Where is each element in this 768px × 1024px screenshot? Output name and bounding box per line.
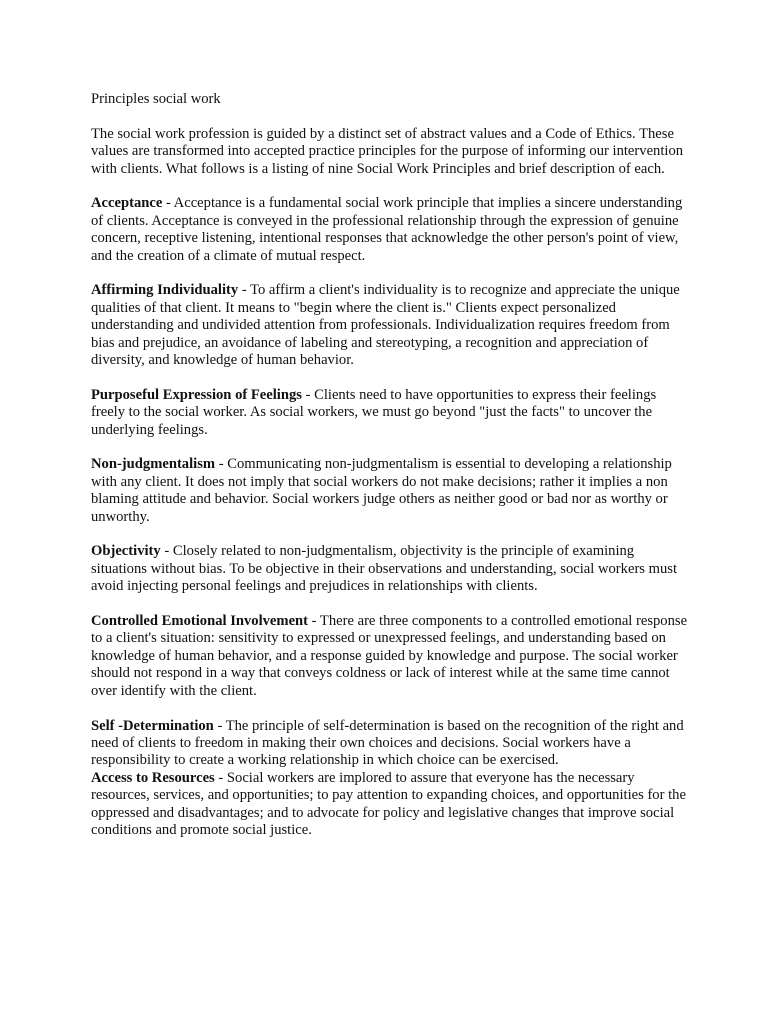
principle-description: - Communicating non-judgmentalism is essential to developing a relationship with any client. It does not imply that social workers do not make decisions; rather it implies a non blaming attitude and behavior. Social workers judge others as neither good or bad nor as worthy or unworthy. bbox=[91, 456, 672, 525]
principle-objectivity bbox=[91, 543, 691, 595]
principle-controlled-emotional-involvement bbox=[91, 613, 691, 700]
principle-description: - To affirm a client's individuality is to recognize and appreciate the unique qualities of that client. It means to "begin where the client is." Clients expect personalized understanding and undivided attention from professionals. Individualization requires freedom from bias and prejudice, an avoidance of labeling and stereotyping, a recognition and appreciation of diversity, and knowledge of human behavior. bbox=[91, 282, 680, 369]
principle-term: Objectivity bbox=[91, 543, 161, 560]
principle-access-to-resources bbox=[91, 770, 691, 840]
principle-acceptance bbox=[91, 195, 691, 265]
document-title: Principles social work bbox=[91, 91, 221, 107]
principle-term: Non-judgmentalism bbox=[91, 456, 216, 473]
principle-description: - Closely related to non-judgmentalism, objectivity is the principle of examining situations without bias. To be objective in their observations and understanding, social workers must avoid injecting personal feelings and prejudices in relationships with clients. bbox=[91, 543, 678, 595]
principle-non-judgmentalism bbox=[91, 456, 691, 526]
principle-description: - Clients need to have opportunities to express their feelings freely to the social worker. As social workers, we must go beyond "just the facts" to uncover the underlying feelings. bbox=[91, 386, 657, 438]
principle-description: - The principle of self-determination is based on the recognition of the right and need of clients to freedom in making their own choices and decisions. Social workers have a responsibility to create a working relationship in which choice can be exercised. bbox=[91, 717, 684, 769]
intro-paragraph: The social work profession is guided by a distinct set of abstract values and a Code of Ethics. These values are transformed into accepted practice principles for the purpose of informing our intervention with clients. What follows is a listing of nine Social Work Principles and brief description of each. bbox=[91, 125, 684, 177]
principle-term: Access to Resources bbox=[91, 769, 215, 786]
principle-term: Purposeful Expression of Feelings bbox=[91, 386, 302, 403]
principle-description: - Acceptance is a fundamental social work principle that implies a sincere understanding of clients. Acceptance is conveyed in the professional relationship through the expression of genuine concern, receptive listening, intentional responses that acknowledge the other person's point of view, and the creation of a climate of mutual respect. bbox=[91, 195, 683, 264]
principle-term: Self -Determination bbox=[91, 717, 214, 734]
principle-term: Affirming Individuality bbox=[91, 282, 239, 299]
principle-self-determination bbox=[91, 718, 691, 770]
principle-term: Acceptance bbox=[91, 195, 163, 212]
principle-description: - Social workers are implored to assure that everyone has the necessary resources, services, and opportunities; to pay attention to expanding choices, and opportunities for the oppressed and disadvantages; and to advocate for policy and legislative changes that improve social conditions and promote social justice. bbox=[91, 769, 686, 838]
principle-description: - There are three components to a controlled emotional response to a client's situation: sensitivity to expressed or unexpressed feelings, and understanding based on knowledge of human behavior, and a response guided by knowledge and purpose. The social worker should not respond in a way that conveys coldness or lack of interest while at the same time cannot over identify with the client. bbox=[91, 613, 688, 699]
principle-term: Controlled Emotional Involvement bbox=[91, 613, 309, 630]
document-page bbox=[91, 91, 691, 857]
principle-purposeful-expression bbox=[91, 387, 691, 439]
principle-affirming-individuality bbox=[91, 282, 691, 369]
